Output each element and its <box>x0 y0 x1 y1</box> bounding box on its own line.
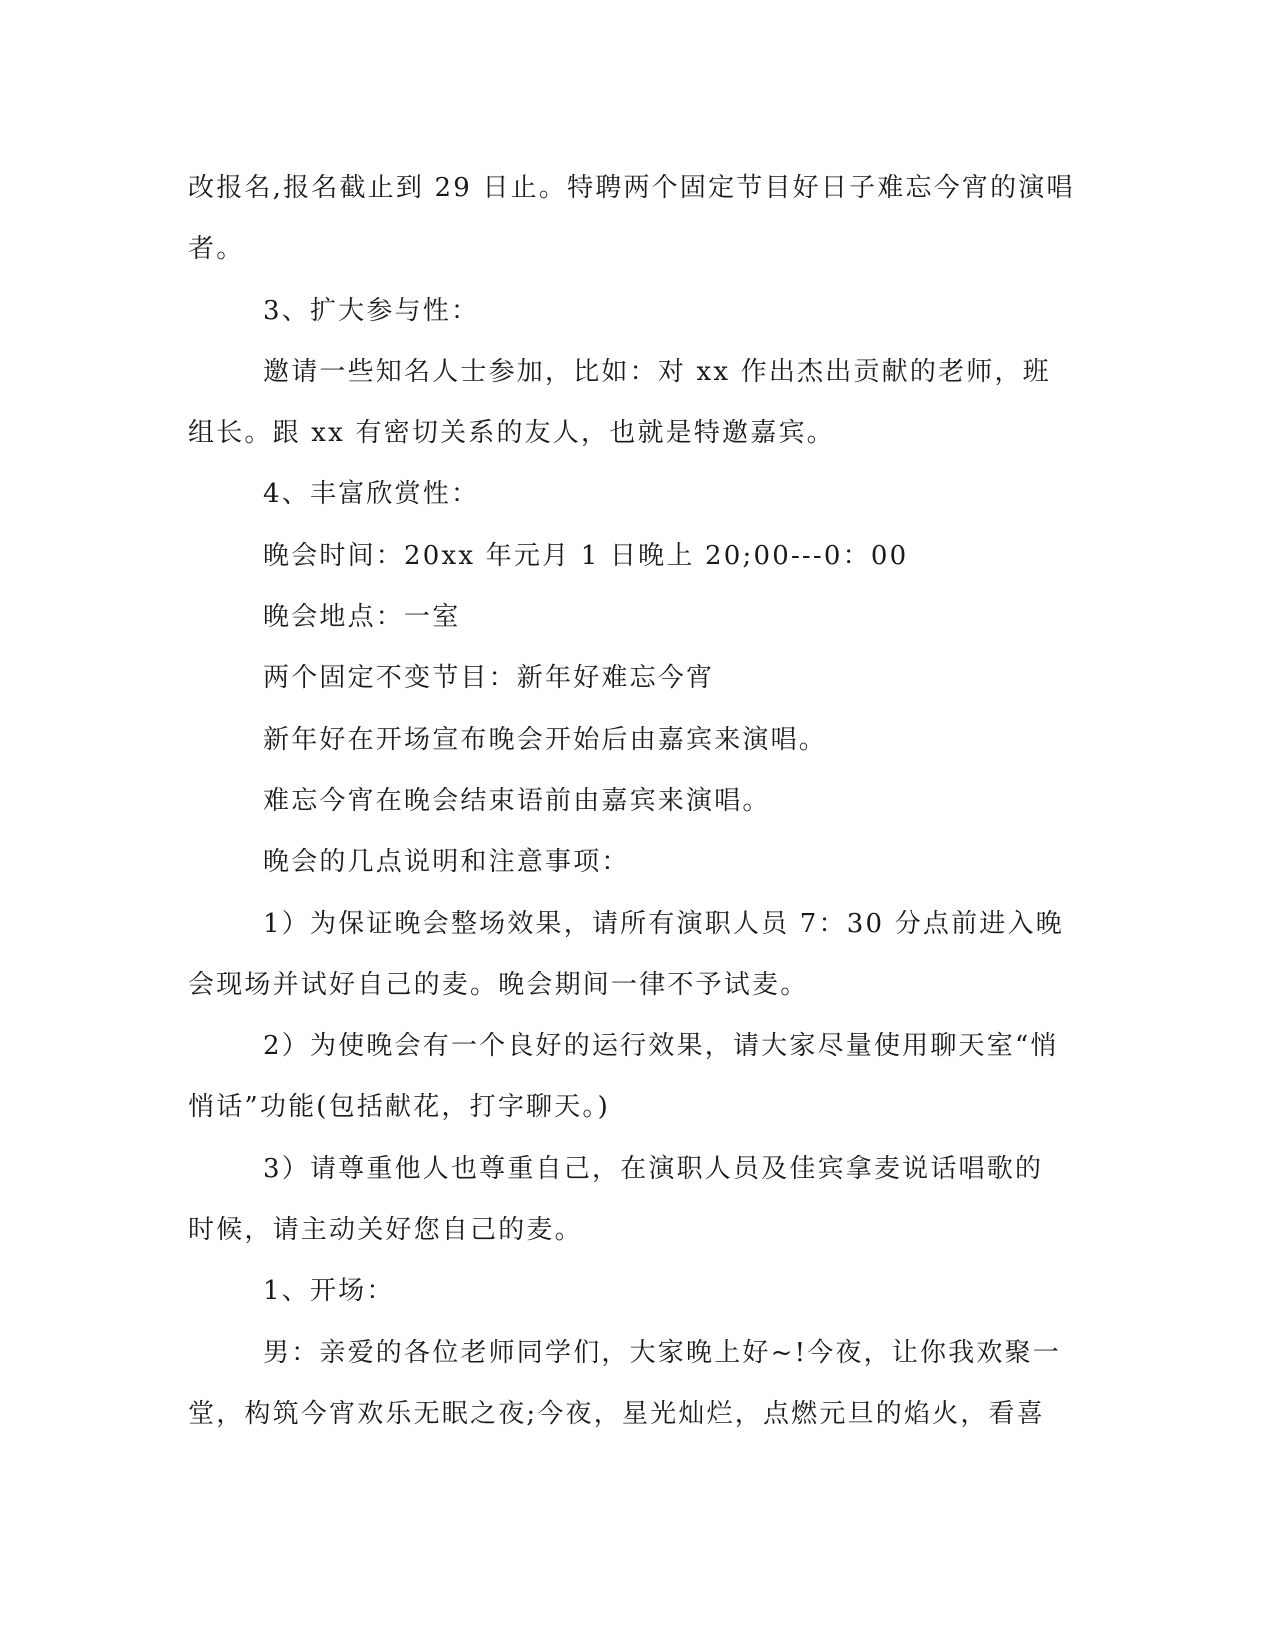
opening-heading: 1、开场： <box>263 1276 395 1307</box>
event-location: 晚会地点：一室 <box>263 602 461 633</box>
note-3-line-1: 3）请尊重他人也尊重自己，在演职人员及佳宾拿麦说话唱歌的 <box>263 1153 1044 1184</box>
note-2-line-2: 悄话”功能(包括献花，打字聊天。) <box>188 1092 610 1123</box>
opening-speech-line-2: 堂，构筑今宵欢乐无眠之夜;今夜，星光灿烂，点燃元旦的焰火，看喜 <box>188 1398 1045 1429</box>
program-note-1: 新年好在开场宣布晚会开始后由嘉宾来演唱。 <box>263 724 828 755</box>
event-time: 晚会时间：20xx 年元月 1 日晚上 20;00---0：00 <box>263 540 909 571</box>
notes-heading: 晚会的几点说明和注意事项： <box>263 847 630 878</box>
text-line-5: 组长。跟 xx 有密切关系的友人，也就是特邀嘉宾。 <box>188 418 835 449</box>
note-1-line-2: 会现场并试好自己的麦。晚会期间一律不予试麦。 <box>188 969 809 1000</box>
text-line-2: 者。 <box>188 234 245 265</box>
program-note-2: 难忘今宵在晚会结束语前由嘉宾来演唱。 <box>263 785 771 816</box>
text-line-1: 改报名,报名截止到 29 日止。特聘两个固定节目好日子难忘今宵的演唱 <box>188 173 1075 203</box>
note-1-line-1: 1）为保证晚会整场效果，请所有演职人员 7：30 分点前进入晚 <box>263 908 1064 939</box>
note-3-line-2: 时候，请主动关好您自己的麦。 <box>188 1215 583 1246</box>
opening-speech-line-1: 男：亲爱的各位老师同学们，大家晚上好~!今夜，让你我欢聚一 <box>263 1337 1062 1368</box>
text-line-4: 邀请一些知名人士参加，比如：对 xx 作出杰出贡献的老师，班 <box>263 356 1051 387</box>
fixed-programs: 两个固定不变节目：新年好难忘今宵 <box>263 663 715 694</box>
document-body <box>188 158 1078 1445</box>
section-heading-3: 3、扩大参与性： <box>263 295 480 326</box>
note-2-line-1: 2）为使晚会有一个良好的运行效果，请大家尽量使用聊天室“悄 <box>263 1031 1059 1062</box>
section-heading-4: 4、丰富欣赏性： <box>263 479 480 510</box>
